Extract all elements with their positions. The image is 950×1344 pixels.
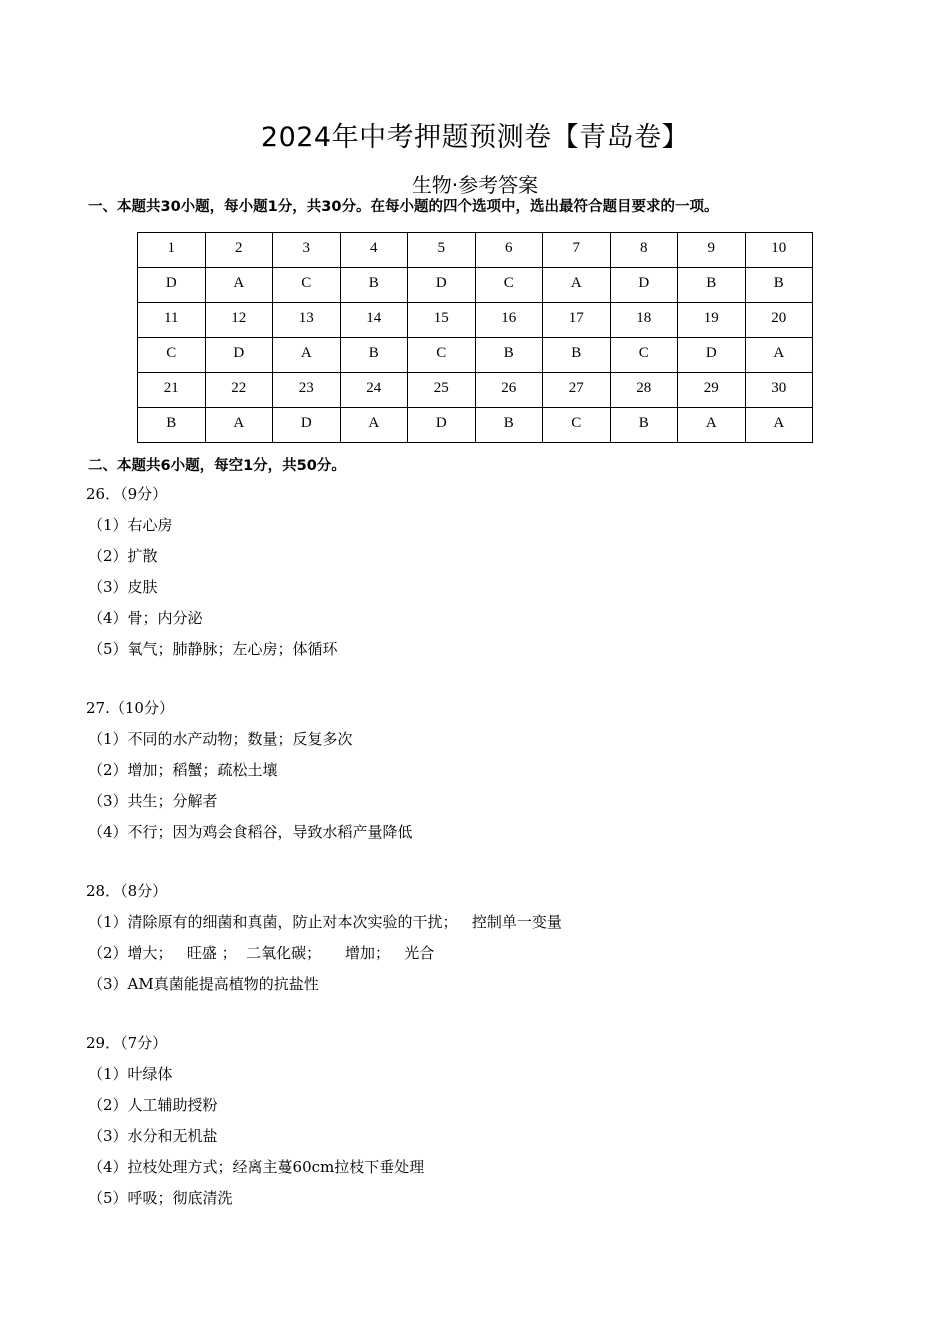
q29-answer-5: （5）呼吸；彻底清洗 [88,1189,233,1207]
table-cell: 19 [678,303,746,338]
table-cell: 1 [138,233,206,268]
section2-heading: 二、本题共6小题，每空1分，共50分。 [88,458,346,474]
q27-answer-4: （4）不行；因为鸡会食稻谷，导致水稻产量降低 [88,823,413,841]
table-cell: 13 [273,303,341,338]
table-cell: A [745,408,813,443]
table-cell: D [408,408,476,443]
q29-answer-3: （3）水分和无机盐 [88,1127,218,1145]
table-cell: 26 [475,373,543,408]
table-row [138,338,813,373]
q27-header: 27.（10分） [86,699,174,717]
answer-table [137,232,813,443]
table-row [138,303,813,338]
table-cell: 20 [745,303,813,338]
q28-header: 28．（8分） [86,882,168,900]
q27-answer-1: （1）不同的水产动物；数量；反复多次 [88,730,353,748]
table-cell: A [678,408,746,443]
table-cell: C [273,268,341,303]
table-cell: A [745,338,813,373]
q26-answer-4: （4）骨；内分泌 [88,609,203,627]
q28-answer-1: （1）清除原有的细菌和真菌，防止对本次实验的干扰； 控制单一变量 [88,913,562,931]
table-cell: 29 [678,373,746,408]
q26-answer-1: （1）右心房 [88,516,173,534]
table-cell: D [408,268,476,303]
q26-answer-3: （3）皮肤 [88,578,158,596]
q28-answer-2: （2）增大； 旺盛 ； 二氧化碳； 增加； 光合 [88,944,435,962]
table-cell: 4 [340,233,408,268]
table-cell: 14 [340,303,408,338]
table-cell: A [205,408,273,443]
table-cell: D [205,338,273,373]
table-cell: C [543,408,611,443]
table-cell: 8 [610,233,678,268]
table-cell: 18 [610,303,678,338]
document-title: 2024年中考押题预测卷【青岛卷】 [260,122,690,153]
q26-answer-5: （5）氧气；肺静脉；左心房；体循环 [88,640,338,658]
table-cell: B [340,338,408,373]
table-cell: A [273,338,341,373]
table-cell: 7 [543,233,611,268]
table-cell: 24 [340,373,408,408]
table-cell: 3 [273,233,341,268]
table-cell: 27 [543,373,611,408]
table-cell: A [543,268,611,303]
table-cell: 9 [678,233,746,268]
table-cell: A [340,408,408,443]
table-row [138,233,813,268]
table-cell: B [475,338,543,373]
table-cell: C [475,268,543,303]
q29-answer-1: （1）叶绿体 [88,1065,173,1083]
section1-heading: 一、本题共30小题，每小题1分，共30分。在每小题的四个选项中，选出最符合题目要求的一项。 [88,199,719,215]
table-cell: 17 [543,303,611,338]
table-cell: B [745,268,813,303]
table-cell: 5 [408,233,476,268]
q29-answer-4: （4）拉枝处理方式；经离主蔓60cm拉枝下垂处理 [88,1158,425,1176]
table-cell: 30 [745,373,813,408]
table-cell: 2 [205,233,273,268]
table-cell: 11 [138,303,206,338]
table-cell: 28 [610,373,678,408]
table-row [138,373,813,408]
q28-answer-3: （3）AM真菌能提高植物的抗盐性 [88,975,319,993]
table-cell: 12 [205,303,273,338]
q26-answer-2: （2）扩散 [88,547,158,565]
table-cell: C [408,338,476,373]
table-cell: D [610,268,678,303]
table-cell: B [678,268,746,303]
table-cell: B [475,408,543,443]
table-cell: A [205,268,273,303]
table-cell: D [273,408,341,443]
table-cell: 23 [273,373,341,408]
table-cell: 10 [745,233,813,268]
table-cell: 25 [408,373,476,408]
q29-answer-2: （2）人工辅助授粉 [88,1096,218,1114]
table-cell: B [138,408,206,443]
table-cell: B [543,338,611,373]
q27-answer-2: （2）增加；稻蟹；疏松土壤 [88,761,278,779]
q26-header: 26．（9分） [86,485,168,503]
table-cell: B [610,408,678,443]
table-cell: 22 [205,373,273,408]
table-cell: 6 [475,233,543,268]
table-row [138,268,813,303]
table-cell: C [610,338,678,373]
table-cell: 21 [138,373,206,408]
table-cell: 16 [475,303,543,338]
table-cell: 15 [408,303,476,338]
document-subtitle: 生物·参考答案 [411,173,539,197]
table-cell: C [138,338,206,373]
table-cell: D [138,268,206,303]
q27-answer-3: （3）共生；分解者 [88,792,218,810]
table-cell: B [340,268,408,303]
table-cell: D [678,338,746,373]
table-row [138,408,813,443]
q29-header: 29．（7分） [86,1034,168,1052]
